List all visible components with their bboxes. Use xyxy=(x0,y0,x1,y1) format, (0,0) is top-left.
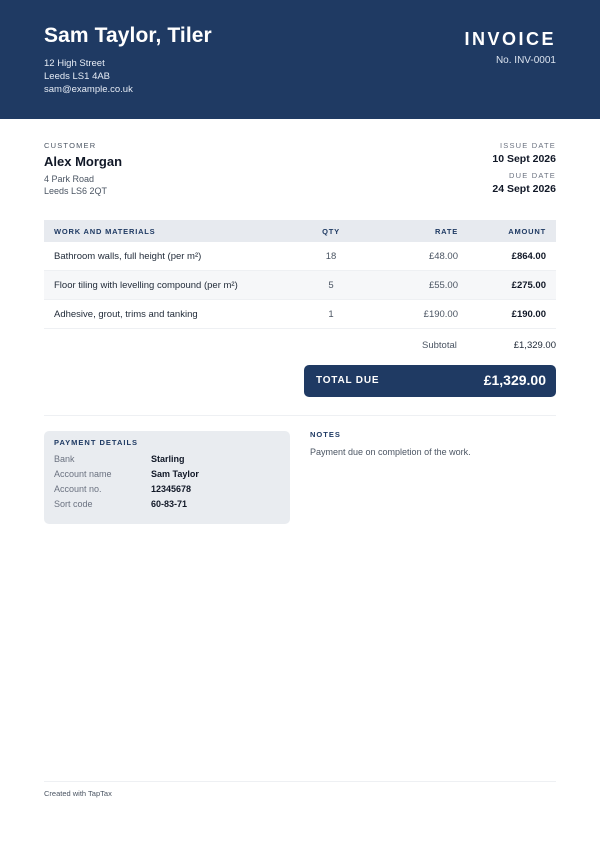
subtotal-value: £1,329.00 xyxy=(513,340,556,351)
payment-details-panel xyxy=(44,431,290,524)
customer-name: Alex Morgan xyxy=(44,154,123,169)
customer-label: CUSTOMER xyxy=(44,141,97,150)
line-items-table xyxy=(44,220,556,329)
issue-date-label: ISSUE DATE xyxy=(499,141,556,150)
payment-label: Sort code xyxy=(54,499,93,509)
payment-details-title: PAYMENT DETAILS xyxy=(54,438,139,447)
customer-address-line1: 4 Park Road xyxy=(44,174,95,184)
business-email: sam@example.co.uk xyxy=(44,84,133,95)
customer-address-line2: Leeds LS6 2QT xyxy=(44,186,108,196)
table-row xyxy=(44,271,556,300)
issue-date-block xyxy=(492,141,556,165)
business-contact xyxy=(44,57,133,96)
business-address-line2: Leeds LS1 4AB xyxy=(44,71,111,82)
payment-value: 60-83-71 xyxy=(151,499,188,509)
total-due-label: TOTAL DUE xyxy=(316,375,380,386)
row-description: Bathroom walls, full height (per m²) xyxy=(54,250,202,262)
payment-row-bank xyxy=(54,454,284,466)
subtotal-row xyxy=(304,340,556,354)
due-date-label: DUE DATE xyxy=(509,171,556,180)
table-row xyxy=(44,300,556,329)
business-name: Sam Taylor, Tiler xyxy=(44,24,212,47)
payment-value: 12345678 xyxy=(151,484,192,494)
row-amount: £864.00 xyxy=(511,250,546,262)
row-amount: £275.00 xyxy=(511,279,546,291)
row-qty: 5 xyxy=(328,279,334,291)
row-description: Floor tiling with levelling compound (per m²) xyxy=(54,279,238,291)
section-divider xyxy=(44,415,556,416)
due-date-value: 24 Sept 2026 xyxy=(492,183,556,195)
row-description: Adhesive, grout, trims and tanking xyxy=(54,308,198,320)
payment-value: Sam Taylor xyxy=(151,469,199,479)
payment-label: Bank xyxy=(54,454,75,464)
table-row xyxy=(44,242,556,271)
invoice-number: No. INV-0001 xyxy=(495,55,556,66)
payment-value: Starling xyxy=(151,454,185,464)
total-due-value: £1,329.00 xyxy=(483,372,546,388)
row-rate: £190.00 xyxy=(423,308,458,320)
subtotal-label: Subtotal xyxy=(422,340,457,351)
issue-date-value: 10 Sept 2026 xyxy=(492,153,556,165)
footer-credit: Created with TapTax xyxy=(44,789,112,798)
due-date-block xyxy=(492,171,556,195)
row-amount: £190.00 xyxy=(511,308,546,320)
footer-divider xyxy=(44,781,556,782)
customer-address xyxy=(44,173,107,197)
notes-text: Payment due on completion of the work. xyxy=(310,447,471,457)
payment-row-account-name xyxy=(54,469,284,481)
invoice-title: INVOICE xyxy=(464,29,556,49)
business-address-line1: 12 High Street xyxy=(44,58,105,69)
header-description: WORK AND MATERIALS xyxy=(54,226,156,236)
row-qty: 1 xyxy=(328,308,334,320)
payment-row-account-number xyxy=(54,484,284,496)
header-qty: QTY xyxy=(322,226,340,236)
row-rate: £55.00 xyxy=(428,279,458,291)
row-rate: £48.00 xyxy=(428,250,458,262)
invoice-header xyxy=(0,0,600,119)
total-due-box xyxy=(304,365,556,397)
table-header xyxy=(44,220,556,242)
payment-row-sort-code xyxy=(54,499,284,511)
header-rate: RATE xyxy=(434,226,458,236)
payment-label: Account no. xyxy=(54,484,102,494)
header-amount: AMOUNT xyxy=(508,226,546,236)
payment-label: Account name xyxy=(54,469,112,479)
row-qty: 18 xyxy=(325,250,337,262)
notes-title: NOTES xyxy=(310,430,341,439)
